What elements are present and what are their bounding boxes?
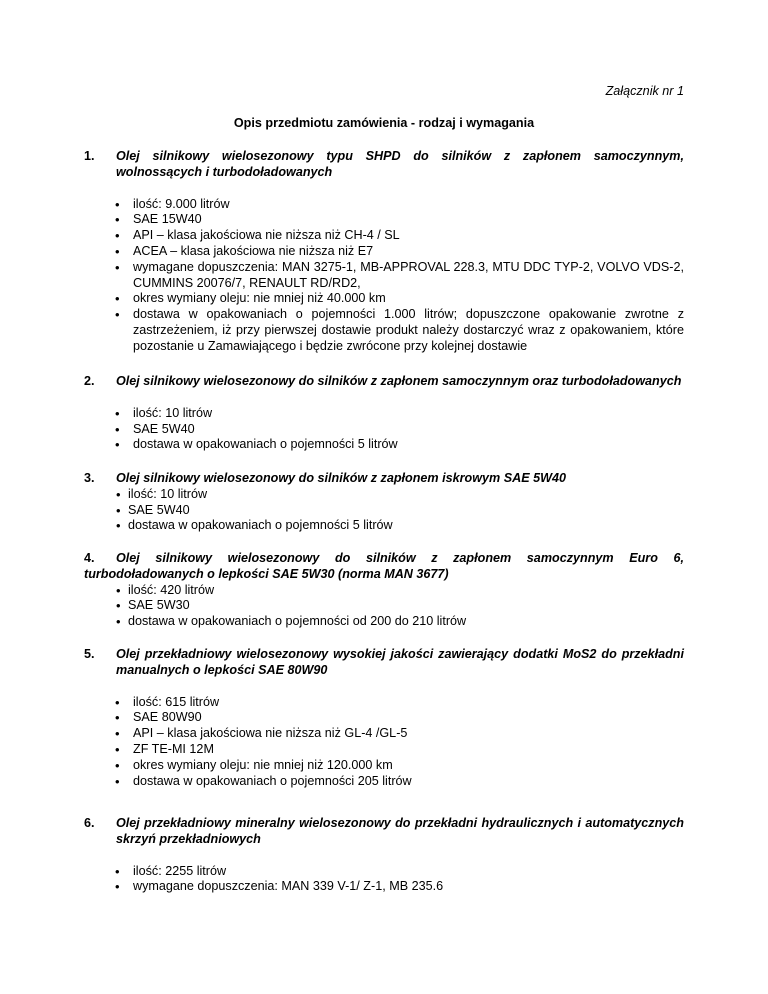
- section-4-heading: [84, 551, 684, 567]
- section-2-heading: [84, 374, 684, 390]
- section-number: 6.: [84, 816, 95, 830]
- section-1-list: [84, 197, 684, 355]
- section-4-list: [84, 583, 684, 630]
- list-item: • okres wymiany oleju: nie mniej niż 120.000 km: [84, 758, 684, 774]
- list-item: • okres wymiany oleju: nie mniej niż 40.000 km: [84, 291, 684, 307]
- section-number: 3.: [84, 471, 95, 485]
- section-6: [84, 816, 684, 895]
- section-1-heading: [84, 149, 684, 181]
- list-item: • dostawa w opakowaniach o pojemności 205 litrów: [84, 774, 684, 790]
- section-title: Olej silnikowy wielosezonowy do silników z zapłonem iskrowym SAE 5W40: [116, 471, 566, 485]
- list-item: • ilość: 420 litrów: [84, 583, 684, 599]
- section-title-line-2: turbodoładowanych o lepkości SAE 5W30 (norma MAN 3677): [84, 566, 449, 581]
- list-item: • wymagane dopuszczenia: MAN 3275-1, MB-APPROVAL 228.3, MTU DDC TYP-2, VOLVO VDS-2, CUMMINS 20076/7, RENAULT RD/RD2,: [84, 260, 684, 292]
- section-1: [84, 149, 684, 355]
- list-item: • SAE 15W40: [84, 212, 684, 228]
- section-3-list: [84, 487, 684, 534]
- list-item: • dostawa w opakowaniach o pojemności 1.000 litrów; dopuszczone opakowanie zwrotne z zastrzeżeniem, iż przy pierwszej dostawie produkt należy dostarczyć wraz z opakowaniem, które pozostanie u Zamawiającego i będzie zwrócone przy kolejnej dostawie: [84, 307, 684, 354]
- list-item: • ilość: 615 litrów: [84, 695, 684, 711]
- list-item: • SAE 5W40: [84, 503, 684, 519]
- section-5-list: [84, 695, 684, 790]
- list-item: • SAE 5W40: [84, 422, 684, 438]
- list-item: • SAE 80W90: [84, 710, 684, 726]
- list-item: • dostawa w opakowaniach o pojemności 5 litrów: [84, 437, 684, 453]
- list-item: • API – klasa jakościowa nie niższa niż CH-4 / SL: [84, 228, 684, 244]
- section-number: 5.: [84, 647, 95, 661]
- section-5-heading: [84, 647, 684, 679]
- annex-label: Załącznik nr 1: [605, 84, 684, 98]
- section-4: [84, 551, 684, 630]
- document-title: Opis przedmiotu zamówienia - rodzaj i wymagania: [233, 116, 535, 130]
- list-item: • SAE 5W30: [84, 598, 684, 614]
- list-item: • ilość: 9.000 litrów: [84, 197, 684, 213]
- list-item: • ilość: 10 litrów: [84, 406, 684, 422]
- section-title-line-1: Olej silnikowy wielosezonowy do silników z zapłonem samoczynnym Euro 6,: [116, 551, 684, 565]
- section-number: 4.: [84, 551, 95, 565]
- section-number: 1.: [84, 149, 95, 163]
- section-number: 2.: [84, 374, 95, 388]
- section-5: [84, 647, 684, 789]
- section-6-heading: [84, 816, 684, 848]
- list-item: • dostawa w opakowaniach o pojemności 5 litrów: [84, 518, 684, 534]
- section-6-list: [84, 864, 684, 896]
- list-item: • dostawa w opakowaniach o pojemności od 200 do 210 litrów: [84, 614, 684, 630]
- section-3-heading: [84, 471, 684, 487]
- section-2: [84, 374, 684, 453]
- list-item: • ACEA – klasa jakościowa nie niższa niż E7: [84, 244, 684, 260]
- section-title: Olej silnikowy wielosezonowy do silników z zapłonem samoczynnym oraz turbodoładowanych: [116, 374, 682, 388]
- list-item: • API – klasa jakościowa nie niższa niż GL-4 /GL-5: [84, 726, 684, 742]
- section-title: Olej silnikowy wielosezonowy typu SHPD do silników z zapłonem samoczynnym, wolnossących i turbodoładowanych: [116, 149, 684, 179]
- section-title: Olej przekładniowy mineralny wielosezonowy do przekładni hydraulicznych i automatycznych skrzyń przekładniowych: [116, 816, 684, 846]
- list-item: • wymagane dopuszczenia: MAN 339 V-1/ Z-1, MB 235.6: [84, 879, 684, 895]
- list-item: • ZF TE-MI 12M: [84, 742, 684, 758]
- list-item: • ilość: 2255 litrów: [84, 864, 684, 880]
- section-2-list: [84, 406, 684, 453]
- section-3: [84, 471, 684, 534]
- section-title: Olej przekładniowy wielosezonowy wysokiej jakości zawierający dodatki MoS2 do przekładni manualnych o lepkości SAE 80W90: [116, 647, 684, 677]
- list-item: • ilość: 10 litrów: [84, 487, 684, 503]
